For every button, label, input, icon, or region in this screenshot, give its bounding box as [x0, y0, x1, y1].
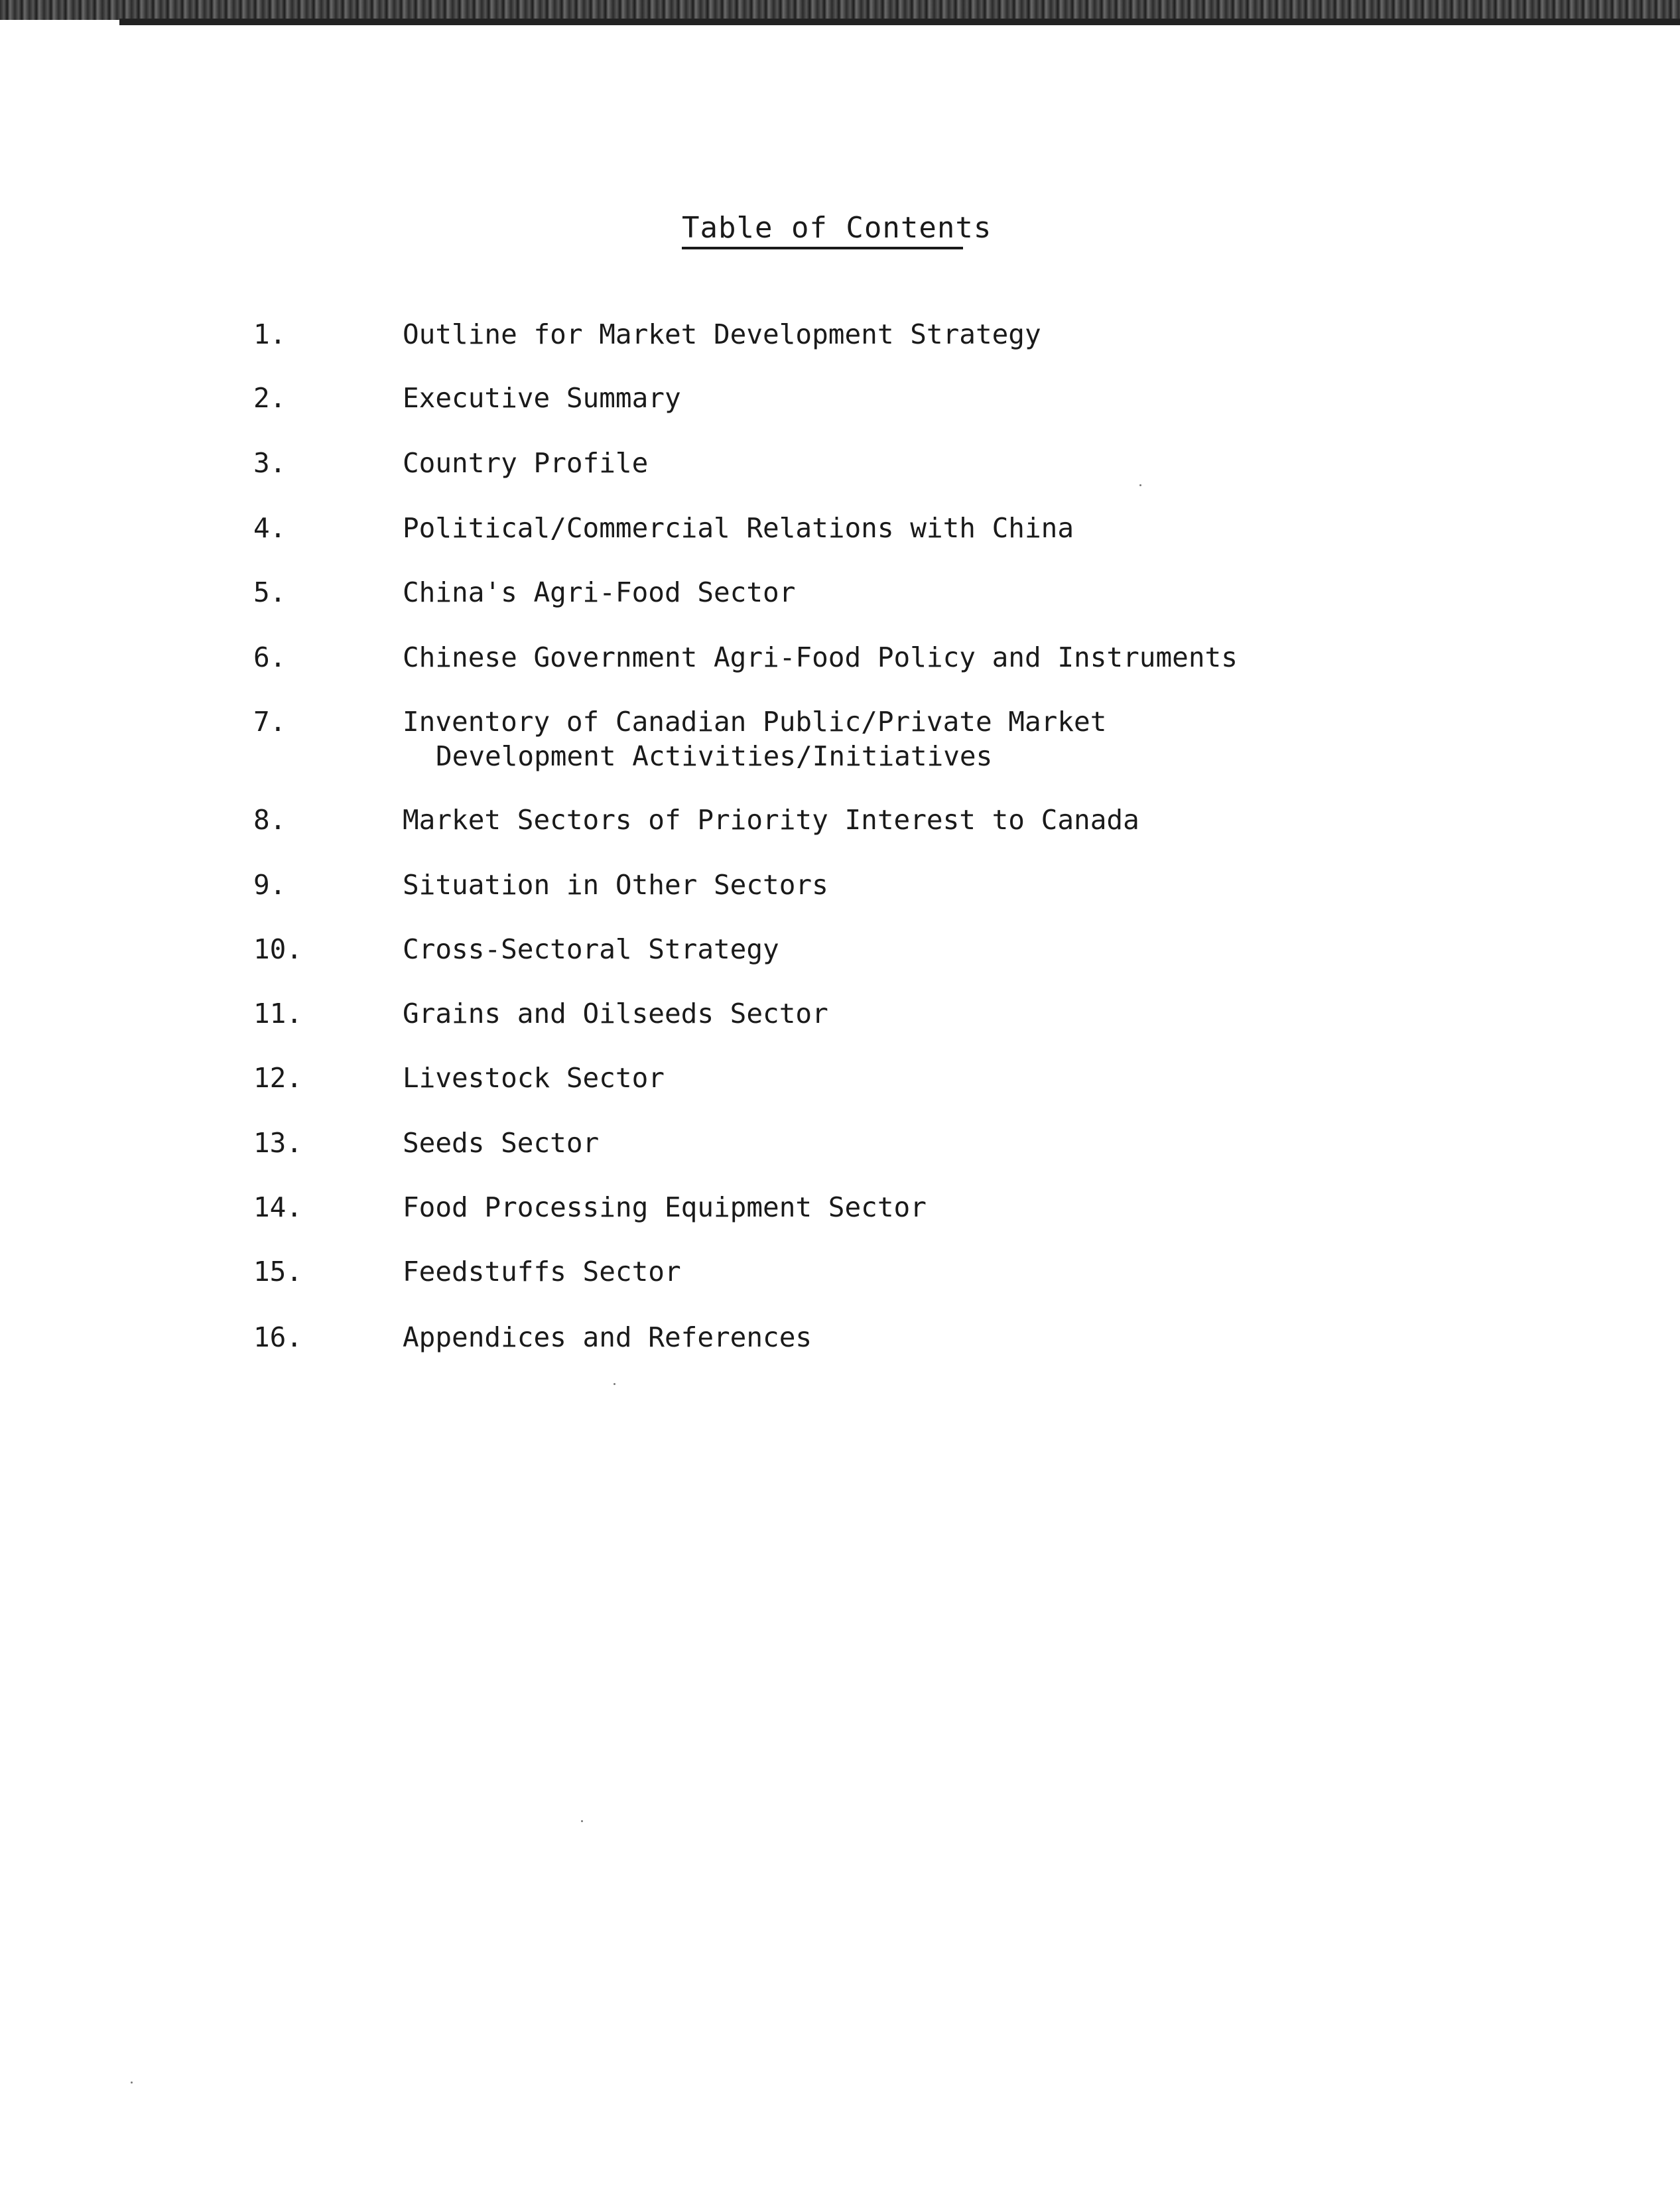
toc-title: Situation in Other Sectors: [403, 869, 828, 901]
toc-number: 3.: [253, 447, 287, 479]
toc-number: 7.: [253, 706, 287, 738]
toc-number: 6.: [253, 641, 287, 673]
page-title: Table of Contents: [682, 211, 992, 245]
scan-speck: [131, 2082, 133, 2084]
toc-title: Country Profile: [403, 447, 649, 479]
toc-number: 5.: [253, 576, 287, 608]
toc-title: Inventory of Canadian Public/Private Market: [403, 706, 1107, 738]
toc-number: 16.: [253, 1321, 303, 1353]
toc-title: Chinese Government Agri-Food Policy and Instruments: [403, 641, 1238, 673]
toc-title: Livestock Sector: [403, 1062, 665, 1094]
scan-speck: [1139, 484, 1141, 486]
toc-number: 9.: [253, 869, 287, 901]
scan-speck: [581, 1820, 583, 1822]
toc-title: Market Sectors of Priority Interest to Canada: [403, 804, 1139, 836]
toc-number: 13.: [253, 1127, 303, 1159]
toc-title: Cross-Sectoral Strategy: [403, 933, 779, 965]
toc-number: 11.: [253, 998, 303, 1029]
toc-number: 2.: [253, 382, 287, 414]
toc-number: 14.: [253, 1191, 303, 1223]
toc-title: Executive Summary: [403, 382, 681, 414]
toc-number: 12.: [253, 1062, 303, 1094]
toc-number: 1.: [253, 318, 287, 350]
scan-speck: [614, 1383, 615, 1385]
toc-title: China's Agri-Food Sector: [403, 576, 796, 608]
toc-title: Seeds Sector: [403, 1127, 600, 1159]
toc-title: Feedstuffs Sector: [403, 1256, 681, 1288]
toc-title: Grains and Oilseeds Sector: [403, 998, 828, 1029]
toc-number: 10.: [253, 933, 303, 965]
toc-number: 4.: [253, 512, 287, 544]
toc-number: 8.: [253, 804, 287, 836]
toc-title: Outline for Market Development Strategy: [403, 318, 1041, 350]
toc-number: 15.: [253, 1256, 303, 1288]
toc-title: Food Processing Equipment Sector: [403, 1191, 927, 1223]
toc-title: Political/Commercial Relations with China: [403, 512, 1074, 544]
toc-title-continuation: Development Activities/Initiatives: [436, 740, 993, 772]
toc-title: Appendices and References: [403, 1321, 812, 1353]
